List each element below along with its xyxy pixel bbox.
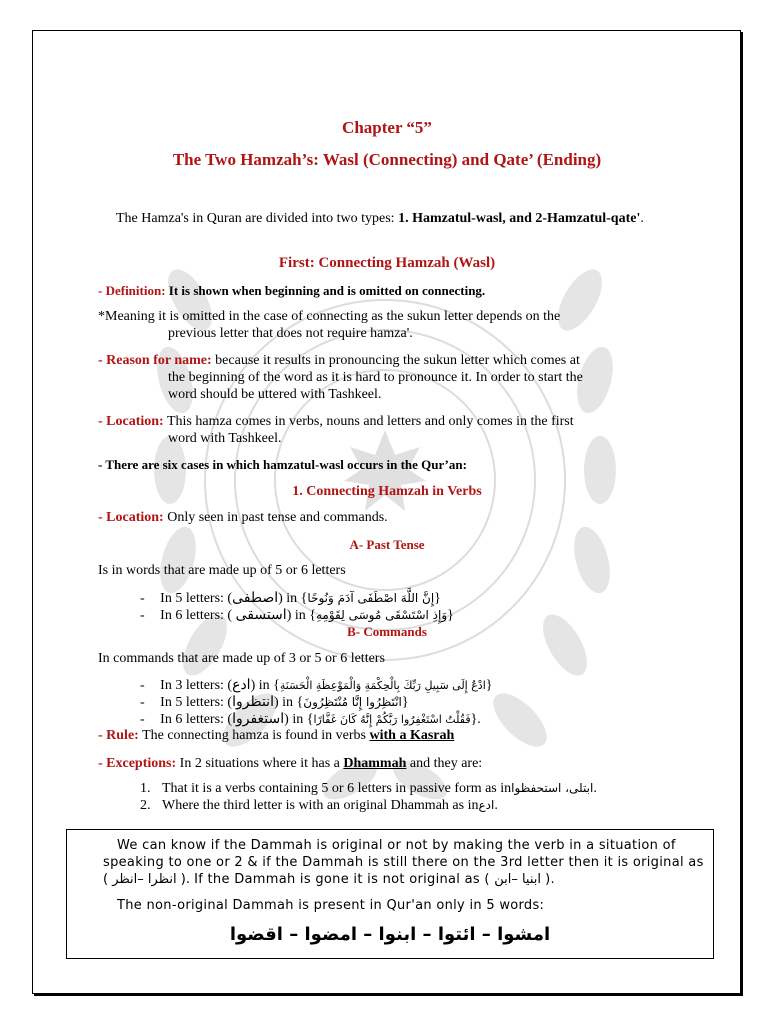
bullet-dash: - — [140, 608, 145, 623]
command-item-3 — [140, 677, 680, 694]
arabic-word: ادع — [478, 798, 495, 812]
note-line4: The non-original Dammah is present in Qur'an only in 5 words: — [117, 898, 545, 913]
exceptions-label: - Exceptions: — [98, 756, 177, 771]
note-line3 — [103, 872, 703, 887]
exception-end: . — [593, 781, 597, 796]
reason-label: - Reason for name: — [98, 353, 212, 368]
past-tense-heading: A- Past Tense — [349, 537, 425, 552]
exceptions-text: In 2 situations where it has a — [176, 756, 344, 771]
exceptions-emphasis: Dhammah — [343, 756, 407, 771]
past-intro: Is in words that are made up of 5 or 6 letters — [98, 563, 346, 578]
section-heading-wasl: First: Connecting Hamzah (Wasl) — [278, 255, 496, 271]
command-item-6 — [140, 711, 660, 728]
arabic-word: ابتلى، استحفظوا — [511, 781, 594, 795]
bullet-dash: - — [140, 678, 145, 693]
exceptions-end: and they are: — [406, 756, 483, 771]
exception-item-2 — [140, 797, 670, 814]
definition-line — [98, 283, 658, 299]
rule-line — [98, 727, 658, 744]
bullet-dash: - — [140, 712, 145, 727]
verbs-location-text: Only seen in past tense and commands. — [163, 510, 388, 525]
reason-line1 — [98, 352, 652, 369]
intro-types: 1. Hamzatul-wasl, and 2-Hamzatul-qate' — [398, 211, 641, 226]
command-item-tail: } — [401, 695, 409, 710]
exceptions-line — [98, 755, 658, 772]
verbs-heading: 1. Connecting Hamzah in Verbs — [292, 484, 482, 499]
bullet-dash: - — [140, 591, 145, 606]
rule-text: The connecting hamza is found in verbs — [138, 728, 370, 743]
intro-paragraph — [116, 210, 652, 227]
five-words: امشوا – ائتوا – ابنوا – امضوا – اقضوا — [229, 924, 551, 945]
arabic-verse: ادْعُ إِلَى سَبِيلِ رَبِّكَ بِالْحِكْمَةِ وَالْمَوْعِظَةِ الْحَسَنَةِ — [279, 679, 486, 692]
past-item-6 — [140, 607, 660, 624]
commands-intro: In commands that are made up of 3 or 5 or 6 letters — [98, 651, 385, 666]
past-item-lead: In 5 letters: (اصطفى) in { — [160, 591, 308, 606]
command-item-tail: } — [485, 678, 493, 693]
meaning-line1: *Meaning it is omitted in the case of connecting as the sukun letter depends on the — [98, 309, 561, 324]
chapter-label: Chapter “5” — [342, 118, 432, 137]
note-line3-end: ). — [541, 872, 555, 887]
note-line3-start: ( انظرا –انظر ). If the Dammah is gone it is not original as ( — [103, 872, 495, 887]
page-title: The Two Hamzah’s: Wasl (Connecting) and Qate’ (Ending) — [172, 150, 602, 169]
list-number: 2. — [140, 798, 151, 813]
note-line2: speaking to one or 2 & if the Dammah is still there on the 3rd letter then it is original as — [103, 855, 704, 870]
commands-heading: B- Commands — [347, 624, 427, 639]
location-line2: word with Tashkeel. — [168, 431, 282, 446]
meaning-line2: previous letter that does not require hamza'. — [168, 326, 413, 341]
arabic-verse: وَإِذِ اسْتَسْقَى مُوسَى لِقَوْمِهِ — [315, 608, 448, 622]
location-line1 — [98, 413, 652, 430]
arabic-verse: فَقُلْتُ اسْتَغْفِرُوا رَبَّكُمْ إِنَّهُ كَانَ غَفَّارًا — [313, 713, 471, 726]
arabic-verse: انْتَظِرُوا إِنَّا مُنْتَظِرُونَ — [303, 695, 402, 709]
location-text1: This hamza comes in verbs, nouns and letters and only comes in the first — [163, 414, 574, 429]
arabic-verse: إِنَّ اللَّهَ اصْطَفَى آدَمَ وَنُوحًا — [307, 591, 435, 605]
rule-emphasis: with a Kasrah — [369, 728, 455, 743]
rule-label: - Rule: — [98, 728, 139, 743]
past-item-5 — [140, 590, 660, 607]
past-item-tail: } — [434, 591, 441, 606]
exception-text: That it is a verbs containing 5 or 6 letters in passive form as in — [162, 781, 512, 796]
command-item-tail: }. — [470, 712, 481, 727]
arabic-example: ابنيا –ابن — [494, 872, 541, 887]
exception-end: . — [494, 798, 498, 813]
note-line1: We can know if the Dammah is original or not by making the verb in a situation of — [117, 838, 676, 853]
location-label: - Location: — [98, 414, 164, 429]
past-item-lead: In 6 letters: ( استسقى) in { — [160, 608, 316, 623]
reason-text1: because it results in pronouncing the sukun letter which comes at — [211, 353, 580, 368]
verbs-location-label: - Location: — [98, 510, 164, 525]
bullet-dash: - — [140, 695, 145, 710]
intro-text: The Hamza's in Quran are divided into two types: — [116, 211, 399, 226]
command-item-lead: In 5 letters: (انتظروا) in { — [160, 695, 304, 710]
definition-text: It is shown when beginning and is omitted on connecting. — [165, 283, 486, 298]
command-item-lead: In 3 letters: (ادع) in { — [160, 678, 280, 693]
exception-text: Where the third letter is with an original Dhammah as in — [162, 798, 479, 813]
six-cases-line: - There are six cases in which hamzatul-wasl occurs in the Qur’an: — [98, 457, 467, 472]
verbs-location-line — [98, 509, 658, 526]
intro-end: . — [640, 211, 644, 226]
past-item-tail: } — [447, 608, 454, 623]
note-box — [66, 829, 714, 959]
exception-item-1 — [140, 780, 670, 797]
definition-label: - Definition: — [98, 283, 166, 298]
command-item-lead: In 6 letters: (استغفروا) in { — [160, 712, 314, 727]
reason-line2: the beginning of the word as it is hard to pronounce it. In order to start the — [168, 370, 583, 385]
reason-line3: word should be uttered with Tashkeel. — [168, 387, 382, 402]
command-item-5 — [140, 694, 660, 711]
list-number: 1. — [140, 781, 151, 796]
